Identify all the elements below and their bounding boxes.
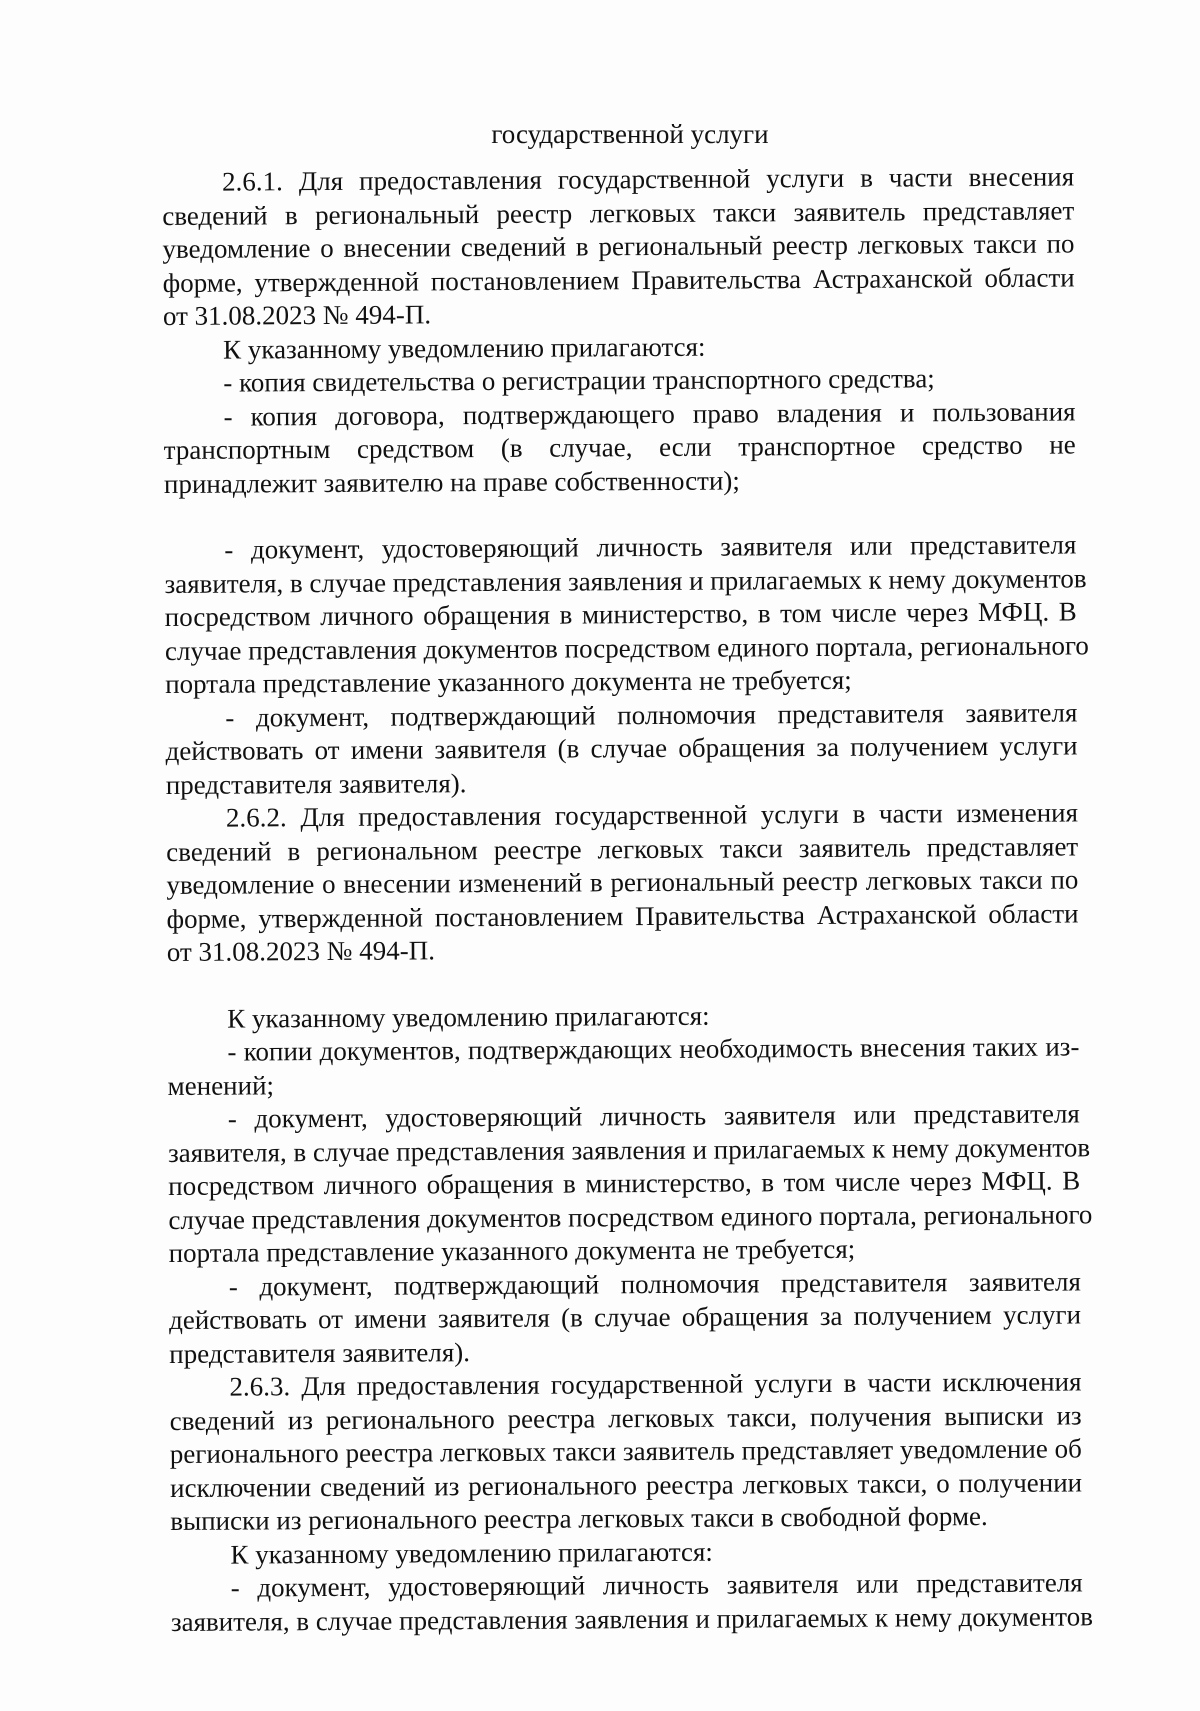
- text-line: транспортным средством (в случае, если транспортное средство не: [163, 429, 1076, 465]
- text-line: - документ, подтверждающий полномочия представителя заявителя: [225, 696, 1078, 733]
- text-line: портала представление указанного документа не требуется;: [168, 1233, 856, 1268]
- paragraph-p5: [164, 528, 1089, 701]
- text-line: сведений в региональный реестр легковых такси заявитель представляет: [162, 194, 1075, 231]
- paragraph-p2: [163, 328, 1075, 367]
- paragraph-p1: [162, 160, 1075, 333]
- text-line: - копия договора, подтверждающего право владения и пользования: [223, 395, 1076, 432]
- text-line: - документ, удостоверяющий личность заявителя или представителя: [224, 529, 1077, 565]
- text-line: заявителя, в случае представления заявления и прилагаемых к нему документов: [170, 1600, 1094, 1637]
- text-line: случае представления документов посредством единого портала, регионального: [168, 1198, 1093, 1235]
- section-heading: государственной услуги: [491, 119, 769, 149]
- paragraph-p13: [170, 1533, 1082, 1572]
- text-line: К указанному уведомлению прилагаются:: [223, 331, 706, 365]
- text-line: 2.6.1. Для предоставления государственной услуги в части внесения: [222, 161, 1075, 197]
- paragraph-p10: [167, 1097, 1093, 1270]
- paragraph-p14: [170, 1566, 1094, 1639]
- text-line: - документ, удостоверяющий личность заявителя или представителя: [227, 1098, 1080, 1134]
- paragraph-p7: [166, 796, 1079, 969]
- paragraph-p4: [163, 395, 1076, 501]
- paragraph-p9: [167, 1030, 1079, 1103]
- text-line: от 31.08.2023 № 494-П.: [166, 935, 436, 967]
- text-line: заявителя, в случае представления заявления и прилагаемых к нему документов: [164, 562, 1087, 599]
- text-line: случае представления документов посредством единого портала, регионального: [164, 629, 1089, 666]
- text-line: К указанному уведомлению прилагаются:: [227, 1000, 710, 1034]
- text-line: исключении сведений из регионального реестра легковых такси, о получении: [169, 1466, 1083, 1503]
- paragraph-p3: [163, 361, 1075, 400]
- text-line: заявителя, в случае представления заявления и прилагаемых к нему документов: [167, 1131, 1091, 1168]
- text-line: менений;: [167, 1069, 275, 1101]
- text-line: - копия свидетельства о регистрации транспортного средства;: [223, 363, 935, 398]
- text-line: - документ, подтверждающий полномочия представителя заявителя: [228, 1265, 1081, 1302]
- text-line: выписки из регионального реестра легковых такси в свободной форме.: [170, 1500, 988, 1536]
- text-line: посредством личного обращения в министерство, в том числе через МФЦ. В: [164, 596, 1077, 632]
- text-line: представителя заявителя).: [169, 1336, 471, 1369]
- text-line: уведомление о внесении сведений в региональный реестр легковых такси по: [162, 228, 1075, 264]
- text-line: регионального реестра легковых такси заявитель представляет уведомление об: [169, 1433, 1082, 1469]
- text-line: форме, утвержденной постановлением Правительства Астраханской области: [166, 897, 1079, 934]
- paragraph-p12: [169, 1365, 1082, 1538]
- text-line: действовать от имени заявителя (в случае обращения за получением услуги: [165, 730, 1078, 766]
- text-line: принадлежит заявителю на праве собственности);: [163, 464, 740, 499]
- paragraph-p8: [167, 997, 1079, 1036]
- text-line: 2.6.2. Для предоставления государственной услуги в части изменения: [225, 797, 1079, 833]
- text-line: - документ, удостоверяющий личность заявителя или представителя: [230, 1567, 1083, 1603]
- text-line: уведомление о внесении изменений в региональный реестр легковых такси по: [166, 864, 1079, 900]
- text-line: посредством личного обращения в министерство, в том числе через МФЦ. В: [168, 1165, 1081, 1201]
- text-line: 2.6.3. Для предоставления государственной услуги в части исключения: [229, 1366, 1082, 1402]
- paragraph-p11: [169, 1265, 1082, 1371]
- text-line: сведений в региональном реестре легковых такси заявитель представляет: [166, 830, 1079, 867]
- text-line: от 31.08.2023 № 494-П.: [162, 299, 432, 331]
- text-line: сведений из регионального реестра легковых такси, получения выписки из: [169, 1399, 1082, 1436]
- text-line: действовать от имени заявителя (в случае обращения за получением услуги: [168, 1299, 1082, 1335]
- text-line: представителя заявителя).: [165, 767, 467, 800]
- paragraph-p6: [165, 696, 1078, 802]
- text-line: - копии документов, подтверждающих необходимость внесения таких из-: [227, 1031, 1080, 1067]
- text-line: К указанному уведомлению прилагаются:: [230, 1536, 713, 1570]
- document-body: [162, 160, 1094, 1639]
- text-line: портала представление указанного документа не требуется;: [165, 664, 852, 699]
- text-line: форме, утвержденной постановлением Правительства Астраханской области: [162, 261, 1075, 298]
